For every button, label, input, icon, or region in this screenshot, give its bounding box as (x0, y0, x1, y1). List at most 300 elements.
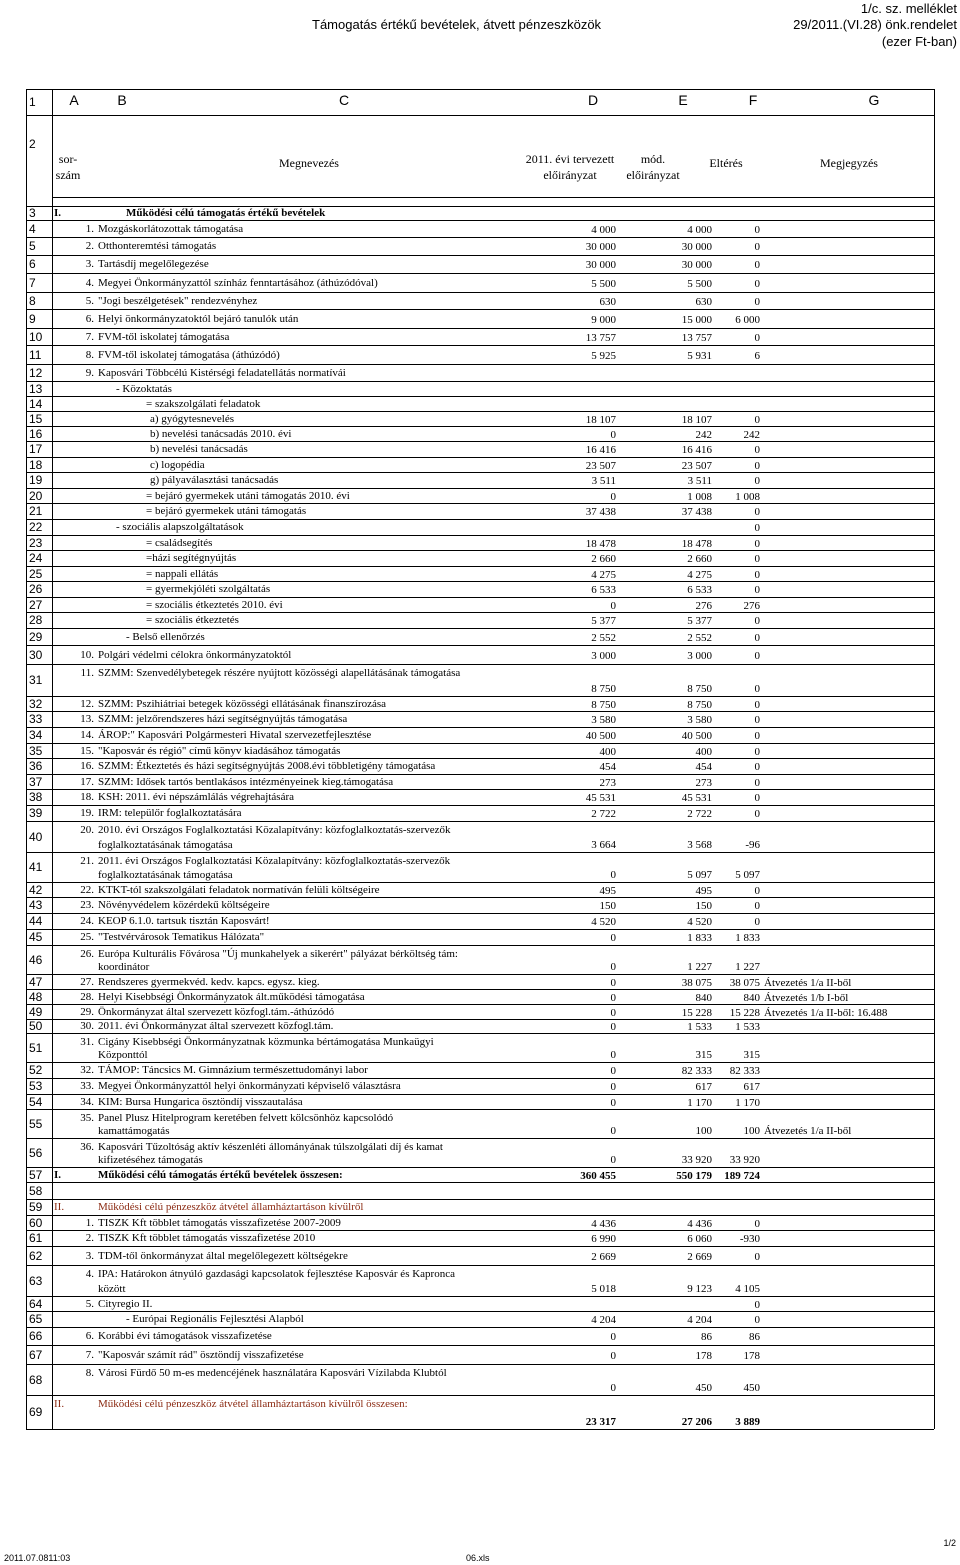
row-number: 64 (29, 1296, 43, 1311)
modified-value: 9 123 (687, 1283, 712, 1295)
column-header-sorszam: sor- szám (55, 152, 81, 182)
modified-value: 82 333 (681, 1065, 712, 1077)
column-letter: D (587, 92, 599, 108)
grid-hline (26, 1199, 934, 1200)
grid-hline (26, 503, 934, 504)
item-name: KTKT-tól szakszolgálati feladatok normatíván felüli költségeire (98, 883, 380, 896)
modified-value: 5 500 (687, 277, 712, 290)
item-number: 13. (80, 713, 94, 725)
modified-value: 8 750 (687, 683, 712, 695)
difference-value: 0 (754, 683, 760, 695)
difference-value: 0 (754, 413, 760, 426)
planned-value: 30 000 (585, 241, 616, 253)
item-name: Kaposvári Többcélú Kistérségi feladatellátás normatívái (98, 366, 346, 379)
item-name: Önkormányzat által szervezett közfogl.tám.-áthúzódó (98, 1005, 335, 1018)
row-number: 9 (29, 311, 36, 326)
row-number: 61 (29, 1231, 43, 1245)
modified-value: 4 000 (687, 223, 712, 236)
modified-value: 37 438 (681, 506, 712, 518)
grid-hline (26, 292, 934, 293)
item-name: Kaposvári Tűzoltóság aktív készenléti állományának túlszolgálati díj és kamat (98, 1141, 443, 1153)
item-number: 35. (80, 1112, 94, 1124)
item-name: = bejáró gyermekek utáni támogatás (146, 505, 307, 517)
row-number: 30 (29, 647, 43, 662)
row-number: 51 (29, 1040, 43, 1055)
difference-value: 1 533 (735, 1021, 760, 1033)
column-letter: E (678, 92, 688, 108)
planned-value: 0 (610, 599, 616, 612)
planned-value: 8 750 (591, 698, 616, 711)
modified-value: 6 533 (687, 584, 712, 596)
difference-value: 0 (754, 714, 760, 726)
item-name: TDM-től önkormányzat által megelőlegezett költségekre (98, 1249, 348, 1262)
grid-hline (26, 758, 934, 759)
difference-value: 1 008 (735, 490, 760, 503)
row-number: 22 (29, 520, 43, 534)
difference-value: 315 (743, 1049, 760, 1061)
grid-hline (26, 1246, 934, 1247)
planned-value: 0 (610, 1049, 616, 1061)
item-number: 4. (85, 276, 94, 289)
planned-value: 0 (610, 1331, 616, 1343)
planned-value: 2 722 (591, 808, 616, 820)
item-name: IRM: települőr foglalkoztatására (98, 807, 242, 819)
item-number: 18. (80, 791, 94, 803)
grid-hline (26, 1364, 934, 1365)
item-name: "Kaposvár számít rád" ösztöndíj visszafizetése (98, 1348, 304, 1361)
item-number: 27. (80, 975, 94, 988)
modified-value: 13 757 (681, 331, 712, 344)
item-name: FVM-től iskolatej támogatása (98, 330, 230, 343)
difference-value: 0 (754, 745, 760, 758)
row-number: 48 (29, 989, 43, 1004)
difference-value: -930 (739, 1233, 760, 1245)
modified-value: 2 722 (687, 808, 712, 820)
planned-value: 0 (610, 932, 616, 944)
item-name: - szociális alapszolgáltatások (116, 521, 244, 533)
item-name: Cigány Kisebbségi Önkormányzatnak közmunka bértámogatása Munkaügyi (98, 1036, 434, 1048)
difference-value: 15 228 (729, 1006, 760, 1019)
item-number: 7. (85, 330, 94, 343)
item-number: 3. (85, 258, 94, 270)
item-name: = nappali ellátás (146, 567, 219, 580)
column-letter: C (338, 92, 350, 108)
planned-value: 3 511 (591, 475, 616, 487)
row-number: 25 (29, 566, 43, 581)
modified-value: 454 (695, 761, 712, 773)
row-number: 2 (29, 136, 36, 151)
row-number: 54 (29, 1094, 43, 1109)
difference-value: 0 (754, 1250, 760, 1263)
modified-value: 15 000 (681, 313, 712, 326)
planned-value: 0 (610, 869, 616, 881)
item-name: Növényvédelem közérdekű költségeire (98, 899, 270, 911)
item-number: 6. (85, 1330, 94, 1342)
planned-value: 0 (610, 1125, 616, 1137)
difference-value: 0 (754, 916, 760, 928)
item-name: Panel Plusz Hitelprogram keretében felvett kölcsönhöz kapcsolódó (98, 1112, 394, 1124)
grid-hline (26, 364, 934, 365)
item-number: 8. (85, 348, 94, 361)
row-number: 23 (29, 535, 43, 550)
annex-label: 1/c. sz. melléklet (860, 1, 957, 16)
modified-value: 276 (695, 599, 712, 612)
row-number: 47 (29, 974, 43, 989)
modified-value: 16 416 (681, 444, 712, 456)
planned-value: 6 990 (591, 1233, 616, 1245)
grid-hline (26, 89, 934, 90)
planned-value: 0 (610, 1154, 616, 1166)
item-number: 20. (80, 824, 94, 836)
item-name: Működési célú támogatás értékű bevételek összesen: (98, 1168, 343, 1181)
modified-value: 400 (695, 745, 712, 758)
row-number: 44 (29, 914, 43, 928)
planned-value: 8 750 (591, 683, 616, 695)
planned-value: 4 000 (591, 223, 616, 236)
modified-value: 178 (695, 1349, 712, 1362)
grid-hline (26, 711, 934, 712)
item-name: SZMM: Étkeztetés és házi segítségnyújtás 2008.évi többletigény támogatása (98, 760, 436, 772)
row-number: 16 (29, 426, 43, 441)
grid-hline (26, 645, 934, 646)
difference-value: 0 (754, 649, 760, 662)
modified-value: 86 (701, 1331, 712, 1343)
modified-value: 5 097 (687, 869, 712, 881)
planned-value: 37 438 (585, 506, 616, 518)
item-name-cont: koordinátor (98, 961, 150, 973)
item-name: Városi Fürdő 50 m-es medencéjének használatára Kaposvári Vízilabda Klubtól (98, 1367, 447, 1379)
planned-value: 150 (599, 900, 616, 912)
item-number: 16. (80, 760, 94, 772)
row-number: 39 (29, 806, 43, 820)
column-header-tervezett: 2011. évi tervezett előirányzat (525, 152, 615, 182)
row-number: 41 (29, 860, 43, 874)
planned-value: 454 (599, 761, 616, 773)
planned-value: 400 (599, 745, 616, 758)
planned-value: 3 580 (591, 714, 616, 726)
planned-value: 18 478 (585, 537, 616, 550)
item-number: 22. (80, 883, 94, 896)
grid-hline (26, 1265, 934, 1266)
item-name-cont: kifizetéséhez támogatás (98, 1154, 203, 1166)
decree-label: 29/2011.(VI.28) önk.rendelet (793, 17, 957, 32)
row-number: 45 (29, 930, 43, 944)
grid-hline (52, 197, 934, 198)
item-name: Otthonteremtési támogatás (98, 240, 217, 252)
planned-value: 3 000 (591, 649, 616, 662)
row-number: 58 (29, 1183, 43, 1198)
difference-value: 0 (754, 522, 760, 534)
item-number: 6. (85, 312, 94, 325)
modified-value: 45 531 (681, 792, 712, 804)
modified-value: 1 833 (687, 932, 712, 944)
row-number: 14 (29, 396, 43, 411)
planned-value: 5 925 (591, 349, 616, 362)
modified-value: 450 (695, 1382, 712, 1394)
difference-value: 82 333 (729, 1065, 760, 1077)
column-header-megnevezes: Megnevezés (279, 156, 339, 170)
difference-value: 0 (754, 277, 760, 290)
difference-value: 0 (754, 808, 760, 820)
modified-value: 242 (695, 428, 712, 441)
item-name: b) nevelési tanácsadás 2010. évi (150, 427, 292, 440)
item-name: SZMM: Szenvedélybetegek részére nyújtott közösségi alapellátásának támogatása (98, 667, 461, 679)
row-number: 11 (29, 347, 42, 362)
difference-value: 6 000 (735, 313, 760, 326)
modified-value: 4 204 (687, 1314, 712, 1326)
grid-hline (26, 805, 934, 806)
difference-value: -96 (745, 839, 760, 851)
grid-hline (26, 612, 934, 613)
planned-value: 23 317 (585, 1416, 616, 1428)
row-number: 34 (29, 728, 43, 742)
row-number: 55 (29, 1116, 43, 1131)
difference-value: 0 (754, 730, 760, 742)
planned-value: 0 (610, 1065, 616, 1077)
row-number: 3 (29, 206, 36, 220)
item-name: Európa Kulturális Fővárosa "Új munkahelyek a sikerért" pályázat bérköltség tám: (98, 948, 458, 960)
row-number: 37 (29, 774, 43, 789)
remark: Átvezetés 1/a II-ből (764, 1125, 852, 1137)
item-name: - Belső ellenőrzés (126, 630, 205, 643)
difference-value: 0 (754, 241, 760, 253)
difference-value: 617 (743, 1081, 760, 1093)
planned-value: 16 416 (585, 444, 616, 456)
grid-hline (26, 441, 934, 442)
item-name: Működési célú pénzeszköz átvétel államháztartáson kívülről összesen: (98, 1398, 408, 1410)
item-name: SZMM: jelzőrendszeres házi segítségnyújtás támogatása (98, 713, 348, 725)
item-name: Cityregio II. (98, 1297, 153, 1310)
planned-value: 5 500 (591, 277, 616, 290)
row-number: 68 (29, 1372, 43, 1387)
grid-hline (26, 1395, 934, 1396)
row-number: 20 (29, 488, 43, 503)
planned-value: 0 (610, 1349, 616, 1362)
modified-value: 38 075 (681, 976, 712, 989)
modified-value: 33 920 (681, 1154, 712, 1166)
item-number: 28. (80, 990, 94, 1003)
file-name: 06.xls (466, 1553, 490, 1563)
budget-table (26, 89, 934, 1429)
difference-value: 33 920 (729, 1154, 760, 1166)
section-number: II. (54, 1398, 65, 1410)
row-number: 67 (29, 1347, 43, 1362)
modified-value: 630 (695, 295, 712, 308)
item-number: 12. (80, 697, 94, 710)
item-name: TÁMOP: Táncsics M. Gimnázium természettudományi labor (98, 1064, 368, 1076)
modified-value: 23 507 (681, 459, 712, 472)
planned-value: 0 (610, 1081, 616, 1093)
item-name: 2010. évi Országos Foglalkoztatási Közalapítvány: közfoglalkoztatás-szervezők (98, 824, 451, 836)
difference-value: 0 (754, 792, 760, 804)
row-number: 42 (29, 882, 43, 897)
planned-value: 0 (610, 976, 616, 989)
difference-value: 0 (754, 776, 760, 789)
modified-value: 4 436 (687, 1217, 712, 1230)
item-name: =házi segítégnyújtás (146, 552, 237, 564)
section-number: I. (54, 207, 62, 219)
item-number: 8. (85, 1367, 94, 1379)
grid-hline (26, 550, 934, 551)
row-number: 4 (29, 221, 36, 236)
grid-hline (26, 929, 934, 930)
planned-value: 0 (610, 1096, 616, 1109)
grid-hline (26, 309, 934, 310)
difference-value: 0 (754, 698, 760, 711)
column-letter: A (69, 92, 79, 108)
item-name-cont: között (98, 1283, 126, 1295)
difference-value: 189 724 (724, 1169, 760, 1182)
difference-value: 0 (754, 584, 760, 596)
grid-hline (26, 913, 934, 914)
row-number: 40 (29, 829, 43, 844)
planned-value: 0 (610, 1382, 616, 1394)
column-letter: B (117, 92, 127, 108)
difference-value: 38 075 (729, 976, 760, 989)
difference-value: 0 (754, 615, 760, 627)
grid-hline (26, 1230, 934, 1231)
row-number: 7 (29, 275, 36, 290)
row-number: 65 (29, 1312, 43, 1326)
planned-value: 4 436 (591, 1217, 616, 1230)
item-number: 1. (85, 1216, 94, 1229)
item-name: 2011. évi Önkormányzat által szervezett közfogl.tám. (98, 1020, 334, 1032)
planned-value: 2 660 (591, 553, 616, 565)
difference-value: 6 (754, 349, 760, 362)
modified-value: 1 533 (687, 1021, 712, 1033)
item-number: 23. (80, 899, 94, 911)
difference-value: 0 (754, 459, 760, 472)
planned-value: 0 (610, 490, 616, 503)
grid-hline (26, 945, 934, 946)
grid-hline (26, 1062, 934, 1063)
difference-value: 276 (743, 599, 760, 612)
difference-value: 0 (754, 900, 760, 912)
planned-value: 45 531 (585, 792, 616, 804)
difference-value: 0 (754, 444, 760, 456)
item-name: TISZK Kft többlet támogatás visszafizetése 2010 (98, 1232, 316, 1244)
item-name: FVM-től iskolatej támogatása (áthúzódó) (98, 348, 280, 361)
item-number: 15. (80, 744, 94, 757)
item-number: 29. (80, 1005, 94, 1018)
grid-hline (26, 789, 934, 790)
modified-value: 15 228 (681, 1006, 712, 1019)
grid-hline (26, 727, 934, 728)
difference-value: 100 (743, 1125, 760, 1137)
item-name: Mozgáskorlátozottak támogatása (98, 222, 244, 235)
difference-value: 0 (754, 537, 760, 550)
row-number: 63 (29, 1273, 43, 1288)
column-header-elteres: Eltérés (709, 156, 743, 170)
row-number: 27 (29, 597, 43, 612)
planned-value: 4 204 (591, 1314, 616, 1326)
planned-value: 5 018 (591, 1283, 616, 1295)
grid-hline (26, 1345, 934, 1346)
row-number: 59 (29, 1200, 43, 1214)
section-number: II. (54, 1201, 65, 1213)
item-number: 7. (85, 1348, 94, 1361)
modified-value: 2 660 (687, 553, 712, 565)
difference-value: 0 (754, 223, 760, 236)
planned-value: 4 275 (591, 568, 616, 581)
item-number: 5. (85, 1297, 94, 1310)
item-name: Működési célú támogatás értékű bevételek (126, 207, 326, 219)
item-name: g) pályaválasztási tanácsadás (150, 474, 279, 486)
item-name: = szociális étkeztetés 2010. évi (146, 598, 283, 611)
item-name: - Európai Regionális Fejlesztési Alapból (126, 1313, 304, 1325)
item-name: SZMM: Idősek tartós bentlakásos intézményeinek kieg.támogatása (98, 775, 394, 788)
row-number: 21 (29, 504, 43, 518)
planned-value: 630 (599, 295, 616, 308)
modified-value: 1 227 (687, 961, 712, 973)
row-number: 24 (29, 551, 43, 565)
item-name: 2011. évi Országos Foglalkoztatási Közalapítvány: közfoglalkoztatás-szervezők (98, 855, 451, 867)
row-number: 49 (29, 1004, 43, 1019)
modified-value: 30 000 (681, 241, 712, 253)
row-number: 60 (29, 1215, 43, 1230)
modified-value: 8 750 (687, 698, 712, 711)
grid-hline (26, 255, 934, 256)
row-number: 26 (29, 582, 43, 596)
modified-value: 40 500 (681, 730, 712, 742)
planned-value: 0 (610, 991, 616, 1004)
planned-value: 4 520 (591, 916, 616, 928)
grid-hline (26, 273, 934, 274)
item-name: SZMM: Pszihiátriai betegek közösségi ellátásának finanszírozása (98, 697, 387, 710)
grid-hline (26, 1429, 934, 1430)
item-number: 4. (85, 1268, 94, 1280)
grid-hline (26, 581, 934, 582)
grid-hline (26, 1311, 934, 1312)
row-number: 8 (29, 293, 36, 308)
difference-value: 86 (749, 1331, 760, 1343)
planned-value: 2 552 (591, 631, 616, 644)
planned-value: 0 (610, 428, 616, 441)
grid-hline (26, 328, 934, 329)
row-number: 17 (29, 442, 43, 456)
difference-value: 0 (754, 553, 760, 565)
item-name-cont: Központtól (98, 1049, 148, 1061)
row-number: 56 (29, 1145, 43, 1160)
row-number: 69 (29, 1405, 43, 1419)
difference-value: 0 (754, 259, 760, 271)
item-name: b) nevelési tanácsadás (150, 443, 248, 455)
row-number: 28 (29, 613, 43, 627)
item-number: 19. (80, 807, 94, 819)
planned-value: 2 669 (591, 1250, 616, 1263)
modified-value: 150 (695, 900, 712, 912)
item-name-cont: foglalkoztatásának támogatása (98, 869, 233, 881)
item-name: c) logopédia (150, 458, 205, 471)
modified-value: 18 107 (681, 413, 712, 426)
modified-value: 5 931 (687, 349, 712, 362)
item-name-cont: kamattámogatás (98, 1125, 170, 1137)
modified-value: 617 (695, 1081, 712, 1093)
modified-value: 315 (695, 1049, 712, 1061)
modified-value: 550 179 (676, 1169, 712, 1182)
column-letter: F (748, 92, 758, 108)
item-number: 36. (80, 1141, 94, 1153)
item-number: 14. (80, 729, 94, 741)
column-header-mod: mód. előirányzat (626, 152, 680, 182)
item-number: 17. (80, 775, 94, 788)
grid-hline (26, 345, 934, 346)
modified-value: 273 (695, 776, 712, 789)
modified-value: 5 377 (687, 615, 712, 627)
difference-value: 0 (754, 295, 760, 308)
row-number: 10 (29, 329, 43, 344)
modified-value: 2 669 (687, 1250, 712, 1263)
